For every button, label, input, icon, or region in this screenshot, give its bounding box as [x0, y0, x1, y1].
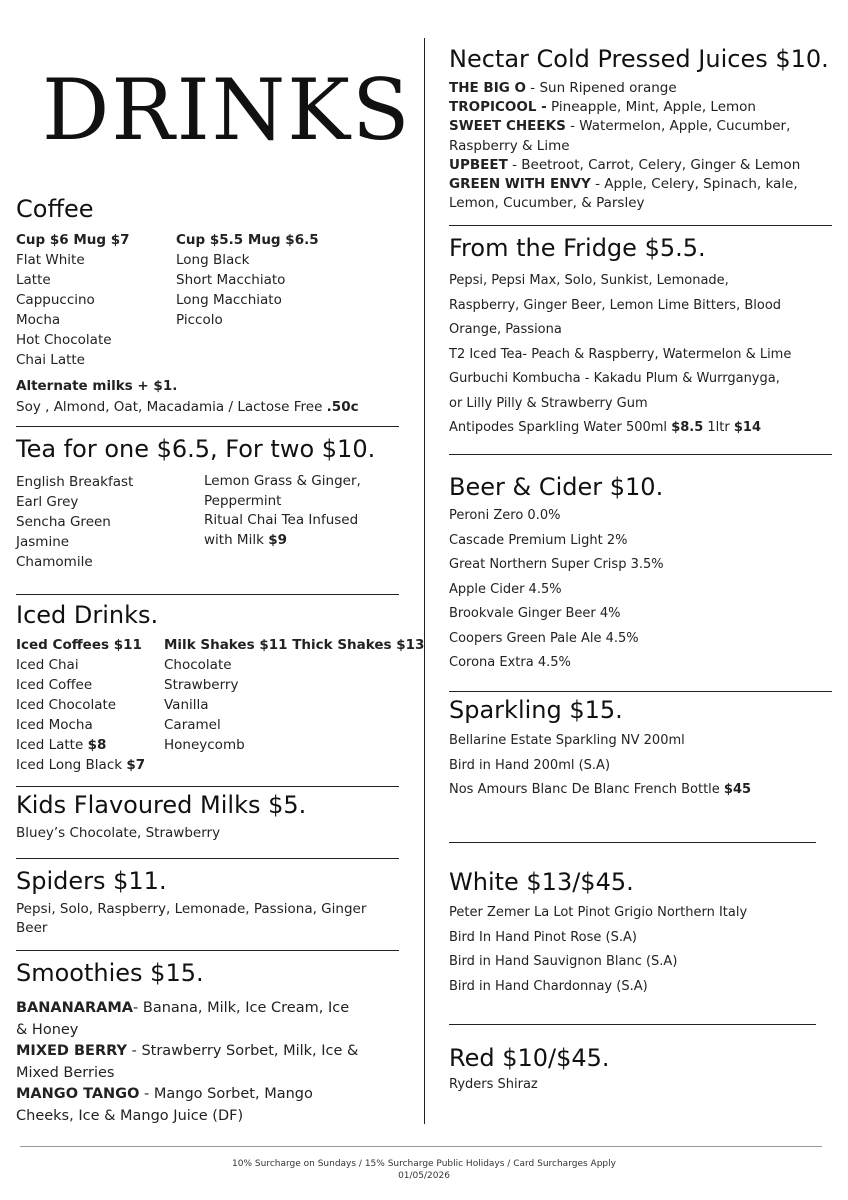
sparkling-heading: Sparkling $15.: [449, 696, 623, 724]
list-item: Peter Zemer La Lot Pinot Grigio Northern Italy: [449, 905, 748, 920]
divider: [16, 594, 399, 595]
divider: [16, 858, 399, 859]
list-item: Corona Extra 4.5%: [449, 655, 571, 670]
divider: [449, 691, 832, 692]
list-item: Long Black: [176, 252, 250, 268]
list-item: Orange, Passiona: [449, 322, 562, 337]
list-item: Apple Cider 4.5%: [449, 581, 562, 597]
shakes-list: [164, 635, 424, 755]
list-item: or Lilly Pilly & Strawberry Gum: [449, 395, 648, 411]
list-item: Raspberry, Ginger Beer, Lemon Lime Bitters, Blood: [449, 297, 782, 313]
list-item: Lemon Grass & Ginger,: [204, 473, 361, 489]
footer-divider: [20, 1146, 822, 1147]
list-item: with Milk $9: [204, 531, 287, 548]
spiders-heading: Spiders $11.: [16, 867, 167, 895]
menu-date: 01/05/2026: [398, 1171, 450, 1181]
list-item: Sencha Green: [16, 514, 111, 530]
sparkling-list: [449, 729, 751, 803]
iced-col2-header: Milk Shakes $11 Thick Shakes $13: [164, 637, 425, 653]
list-item: Brookvale Ginger Beer 4%: [449, 606, 621, 621]
kids-list: Bluey’s Chocolate, Strawberry: [16, 825, 221, 841]
smoothies-heading: Smoothies $15.: [16, 959, 204, 987]
list-item: Ryders Shiraz: [449, 1077, 538, 1092]
list-item: Vanilla: [164, 697, 209, 713]
list-item: English Breakfast: [16, 474, 134, 490]
list-item: Chocolate: [164, 657, 232, 673]
list-item: Jasmine: [16, 534, 70, 550]
red-heading: Red $10/$45.: [449, 1044, 610, 1072]
fridge-list: [449, 269, 791, 441]
red-list: [449, 1073, 538, 1098]
divider: [16, 426, 399, 427]
list-item: Flat White: [16, 252, 85, 268]
list-item: Latte: [16, 272, 51, 288]
list-item: Pepsi, Pepsi Max, Solo, Sunkist, Lemonade,: [449, 273, 729, 288]
list-item: Iced Mocha: [16, 717, 93, 733]
alt-milks-header: Alternate milks + $1.: [16, 378, 178, 394]
divider: [449, 225, 832, 226]
list-item: Great Northern Super Crisp 3.5%: [449, 557, 664, 572]
list-item: Iced Coffee: [16, 677, 93, 693]
list-item: Caramel: [164, 717, 221, 733]
list-item: Iced Long Black $7: [16, 757, 146, 773]
tea-heading: Tea for one $6.5, For two $10.: [16, 435, 376, 463]
list-item: Ritual Chai Tea Infused: [204, 512, 359, 528]
iced-coffee-list: [16, 635, 145, 775]
list-item: Iced Chai: [16, 657, 79, 673]
list-item: Peppermint: [204, 492, 282, 509]
list-item: Cheeks, Ice & Mango Juice (DF): [16, 1107, 244, 1124]
list-item: Pepsi, Solo, Raspberry, Lemonade, Passiona, Ginger: [16, 901, 367, 917]
iced-col1-header: Iced Coffees $11: [16, 637, 142, 653]
list-item: Bird in Hand Sauvignon Blanc (S.A): [449, 954, 678, 969]
coffee-heading: Coffee: [16, 195, 94, 223]
list-item: Gurbuchi Kombucha - Kakadu Plum & Wurrganyga,: [449, 371, 780, 386]
list-item: Chamomile: [16, 554, 93, 570]
list-item: GREEN WITH ENVY - Apple, Celery, Spinach, kale,: [449, 176, 798, 193]
divider: [449, 1024, 816, 1025]
coffee-col1-header: Cup $6 Mug $7: [16, 232, 130, 248]
list-item: MANGO TANGO - Mango Sorbet, Mango: [16, 1086, 313, 1102]
list-item: Coopers Green Pale Ale 4.5%: [449, 630, 639, 646]
footer: [0, 1158, 848, 1182]
coffee-black-list: [176, 230, 319, 330]
list-item: MIXED BERRY - Strawberry Sorbet, Milk, Ice &: [16, 1043, 359, 1059]
divider: [16, 950, 399, 951]
column-divider: [424, 38, 425, 1124]
tea-list-2: [204, 472, 361, 550]
list-item: Long Macchiato: [176, 292, 282, 308]
list-item: SWEET CHEEKS - Watermelon, Apple, Cucumber,: [449, 118, 791, 135]
list-item: Beer: [16, 920, 48, 936]
list-item: Chai Latte: [16, 352, 85, 368]
divider: [449, 454, 832, 455]
fridge-heading: From the Fridge $5.5.: [449, 234, 706, 262]
list-item: BANANARAMA- Banana, Milk, Ice Cream, Ice: [16, 1000, 350, 1016]
list-item: Piccolo: [176, 312, 223, 328]
list-item: UPBEET - Beetroot, Carrot, Celery, Ginger & Lemon: [449, 156, 801, 173]
list-item: T2 Iced Tea- Peach & Raspberry, Watermelon & Lime: [449, 346, 792, 362]
list-item: Lemon, Cucumber, & Parsley: [449, 195, 645, 212]
kids-heading: Kids Flavoured Milks $5.: [16, 791, 307, 819]
list-item: Cascade Premium Light 2%: [449, 532, 628, 548]
list-item: Bird In Hand Pinot Rose (S.A): [449, 929, 637, 945]
divider: [16, 786, 399, 787]
list-item: Raspberry & Lime: [449, 137, 570, 154]
list-item: Earl Grey: [16, 494, 79, 510]
list-item: Iced Latte $8: [16, 737, 107, 753]
smoothies-list: [16, 998, 358, 1127]
list-item: Short Macchiato: [176, 272, 286, 288]
list-item: Strawberry: [164, 677, 239, 693]
tea-list: [16, 472, 133, 572]
list-item: Hot Chocolate: [16, 332, 112, 348]
iced-heading: Iced Drinks.: [16, 601, 159, 629]
list-item: Peroni Zero 0.0%: [449, 508, 561, 523]
divider: [449, 842, 816, 843]
list-item: Bellarine Estate Sparkling NV 200ml: [449, 733, 685, 748]
white-heading: White $13/$45.: [449, 868, 634, 896]
list-item: & Honey: [16, 1021, 79, 1038]
list-item: Cappuccino: [16, 292, 95, 308]
page-title: DRINKS: [42, 61, 412, 159]
beer-list: [449, 504, 664, 676]
beer-heading: Beer & Cider $10.: [449, 473, 664, 501]
list-item: Bird in Hand 200ml (S.A): [449, 757, 611, 773]
list-item: Honeycomb: [164, 737, 245, 753]
juices-heading: Nectar Cold Pressed Juices $10.: [449, 45, 829, 73]
list-item: THE BIG O - Sun Ripened orange: [449, 80, 677, 96]
coffee-col2-header: Cup $5.5 Mug $6.5: [176, 232, 319, 248]
list-item: Mixed Berries: [16, 1064, 115, 1081]
white-list: [449, 901, 747, 999]
coffee-cup-list: [16, 230, 130, 370]
list-item: Nos Amours Blanc De Blanc French Bottle $45: [449, 782, 752, 797]
list-item: Bird in Hand Chardonnay (S.A): [449, 978, 648, 994]
juices-list: [449, 79, 800, 213]
list-item: Iced Chocolate: [16, 697, 117, 713]
spiders-list: [16, 900, 366, 938]
list-item: Mocha: [16, 312, 61, 328]
surcharge-note: 10% Surcharge on Sundays / 15% Surcharge Public Holidays / Card Surcharges Apply: [232, 1159, 616, 1169]
alt-milks-list: Soy , Almond, Oat, Macadamia / Lactose Free .50c: [16, 399, 359, 415]
list-item: Antipodes Sparkling Water 500ml $8.5 1ltr $14: [449, 420, 761, 435]
list-item: TROPICOOL - Pineapple, Mint, Apple, Lemon: [449, 99, 756, 116]
